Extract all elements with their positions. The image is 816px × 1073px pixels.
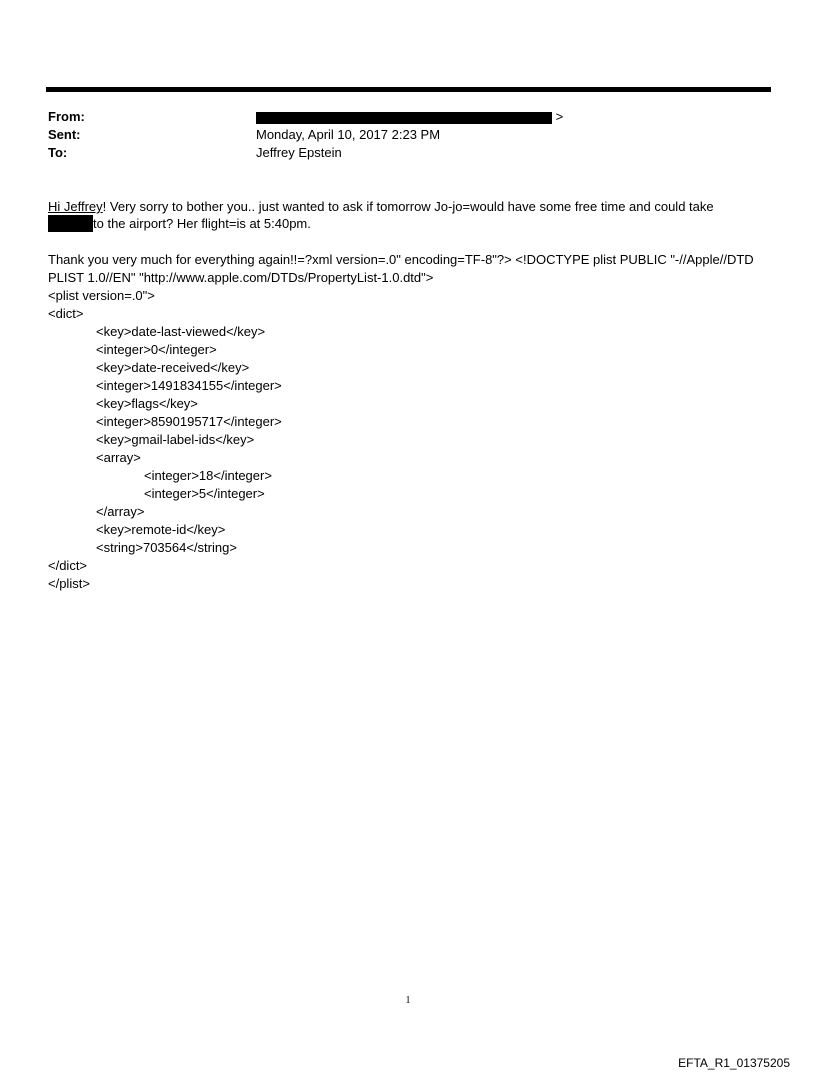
plist-line: <integer>5</integer> — [144, 486, 265, 501]
plist-line: <key>date-last-viewed</key> — [96, 324, 266, 339]
plist-line: <key>flags</key> — [96, 396, 198, 411]
sent-label: Sent: — [48, 127, 81, 142]
body-line-1 — [48, 198, 714, 216]
plist-line: <integer>0</integer> — [96, 342, 217, 357]
greeting: Hi Jeffrey — [48, 199, 103, 214]
plist-line: <array> — [96, 450, 141, 465]
body-line-3: Thank you very much for everything again!!=?xml version=.0" encoding=TF-8"?> <!DOCTYPE plist PUBLIC "-//Apple//DTD — [48, 252, 754, 267]
page-number: 1 — [405, 995, 411, 1006]
plist-line: </dict> — [48, 558, 88, 573]
plist-line: <key>gmail-label-ids</key> — [96, 432, 255, 447]
body-line-1-text: ! Very sorry to bother you.. just wanted to ask if tomorrow Jo-jo=would have some free time and could take — [102, 199, 714, 214]
header-rule — [46, 87, 771, 92]
plist-line: <integer>18</integer> — [144, 468, 272, 483]
to-label: To: — [48, 145, 68, 160]
sent-value: Monday, April 10, 2017 2:23 PM — [256, 127, 441, 142]
plist-line: <string>703564</string> — [96, 540, 237, 555]
plist-line: <integer>1491834155</integer> — [96, 378, 282, 393]
redaction-box — [48, 215, 93, 232]
body-line-2-text: to the airport? Her flight=is at 5:40pm. — [93, 216, 311, 231]
from-value — [256, 108, 563, 126]
body-line-2 — [48, 215, 311, 233]
body-line-4: PLIST 1.0//EN" "http://www.apple.com/DTDs/PropertyList-1.0.dtd"> — [48, 270, 434, 285]
plist-line: <key>date-received</key> — [96, 360, 250, 375]
to-value: Jeffrey Epstein — [256, 145, 342, 160]
plist-line: <key>remote-id</key> — [96, 522, 226, 537]
plist-line: <plist version=.0"> — [48, 288, 155, 303]
plist-line: </plist> — [48, 576, 90, 591]
from-label: From: — [48, 109, 85, 124]
plist-line: </array> — [96, 504, 145, 519]
redaction-box — [256, 112, 552, 124]
bates-number: EFTA_R1_01375205 — [678, 1056, 790, 1070]
plist-line: <integer>8590195717</integer> — [96, 414, 282, 429]
plist-line: <dict> — [48, 306, 84, 321]
from-suffix: > — [555, 109, 564, 124]
